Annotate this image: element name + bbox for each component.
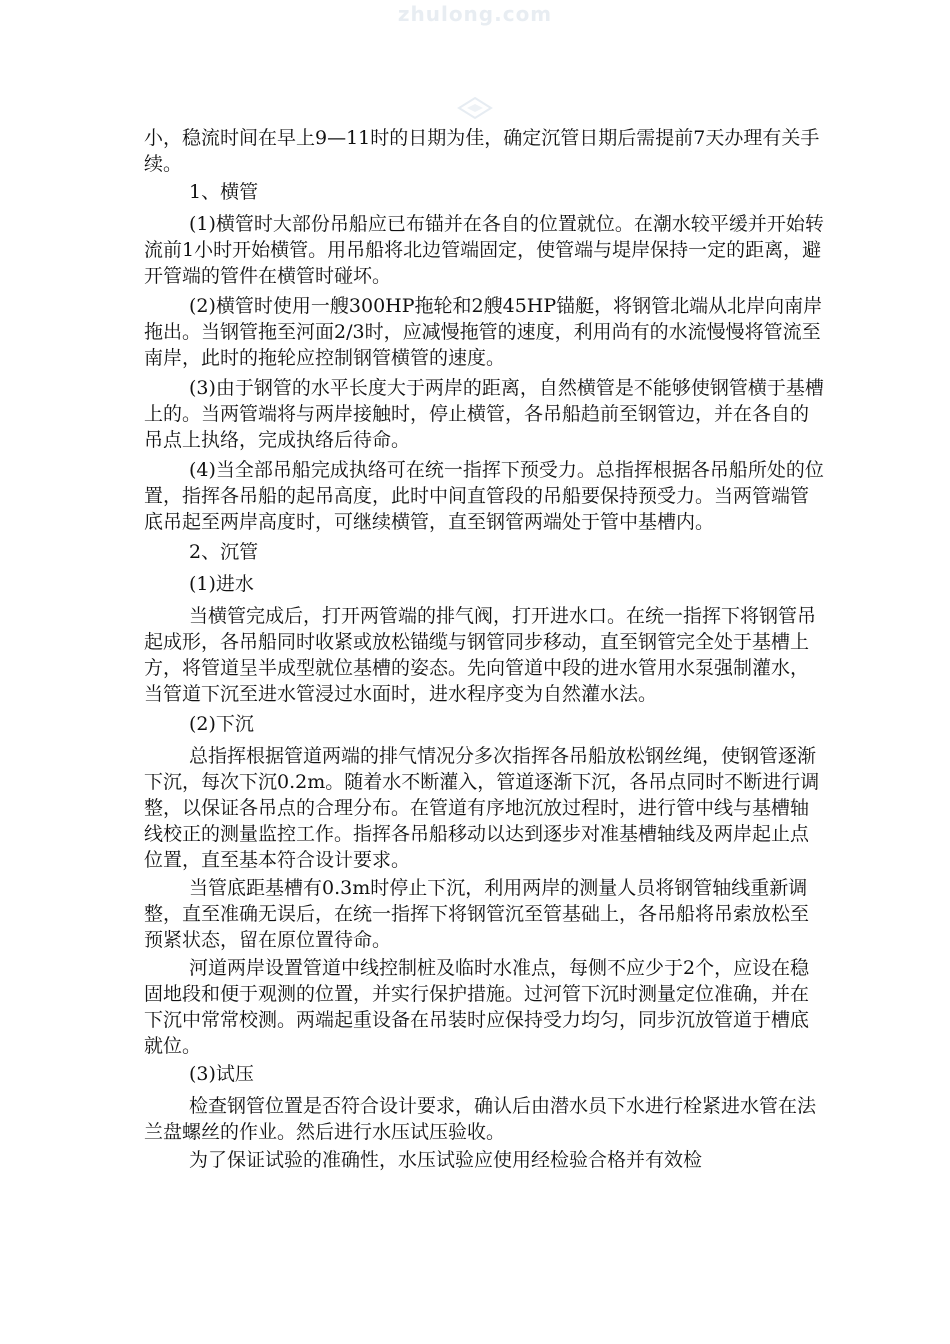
paragraph-crossing-2: (2)横管时使用一艘300HP拖轮和2艘45HP锚艇，将钢管北端从北岸向南岸拖出。当钢管拖至河面2/3时，应减慢拖管的速度，利用尚有的水流慢慢将管流至南岸，此时的拖轮应控制钢管横管的速度。	[144, 295, 823, 369]
paragraph-lowering-2: 当管底距基槽有0.3m时停止下沉，利用两岸的测量人员将钢管轴线重新调整，直至准确无误后，在统一指挥下将钢管沉至管基础上，各吊船将吊索放松至预紧状态，留在原位置待命。	[144, 877, 810, 951]
section-heading-sinking: 2、沉管	[189, 541, 259, 563]
document-body	[144, 125, 824, 1175]
paragraph-pressure-test-1: 检查钢管位置是否符合设计要求，确认后由潜水员下水进行栓紧进水管在法兰盘螺丝的作业。然后进行水压试压验收。	[144, 1095, 817, 1143]
section-heading-crossing: 1、横管	[189, 181, 259, 203]
watermark-logo-icon	[455, 96, 495, 124]
paragraph-crossing-4: (4)当全部吊船完成执络可在统一指挥下预受力。总指挥根据各吊船所处的位置，指挥各吊船的起吊高度，此时中间直管段的吊船要保持预受力。当两管端管底吊起至两岸高度时，可继续横管，直至钢管两端处于管中基槽内。	[144, 459, 824, 533]
subheading-pressure-test: (3)试压	[189, 1063, 254, 1085]
paragraph-water-intake: 当横管完成后，打开两管端的排气阀，打开进水口。在统一指挥下将钢管吊起成形，各吊船同时收紧或放松锚缆与钢管同步移动，直至钢管完全处于基槽上方，将管道呈半成型就位基槽的姿态。先向管道中段的进水管用水泵强制灌水，当管道下沉至进水管浸过水面时，进水程序变为自然灌水法。	[144, 605, 817, 705]
subheading-lowering: (2)下沉	[189, 713, 254, 735]
paragraph-crossing-3: (3)由于钢管的水平长度大于两岸的距离，自然横管是不能够使钢管横于基槽上的。当两管端将与两岸接触时，停止横管，各吊船趋前至钢管边，并在各自的吊点上执络，完成执络后待命。	[144, 377, 824, 451]
paragraph-continuation: 小，稳流时间在早上9—11时的日期为佳，确定沉管日期后需提前7天办理有关手续。	[144, 127, 820, 175]
paragraph-pressure-test-2: 为了保证试验的准确性，水压试验应使用经检验合格并有效检	[189, 1149, 703, 1171]
paragraph-lowering-1: 总指挥根据管道两端的排气情况分多次指挥各吊船放松钢丝绳，使钢管逐渐下沉，每次下沉0.2m。随着水不断灌入，管道逐渐下沉，各吊点同时不断进行调整，以保证各吊点的合理分布。在管道有序地沉放过程时，进行管中线与基槽轴线校正的测量监控工作。指挥各吊船移动以达到逐步对准基槽轴线及两岸起止点位置，直至基本符合设计要求。	[144, 745, 820, 871]
paragraph-lowering-3: 河道两岸设置管道中线控制桩及临时水准点，每侧不应少于2个，应设在稳固地段和便于观测的位置，并实行保护措施。过河管下沉时测量定位准确，并在下沉中常常校测。两端起重设备在吊装时应保持受力均匀，同步沉放管道于槽底就位。	[144, 957, 810, 1057]
watermark-text: zhulong.com	[397, 2, 553, 26]
paragraph-crossing-1: (1)横管时大部份吊船应已布锚并在各自的位置就位。在潮水较平缓并开始转流前1小时开始横管。用吊船将北边管端固定，使管端与堤岸保持一定的距离，避开管端的管件在横管时碰坏。	[144, 213, 824, 287]
subheading-water-intake: (1)进水	[189, 573, 254, 595]
